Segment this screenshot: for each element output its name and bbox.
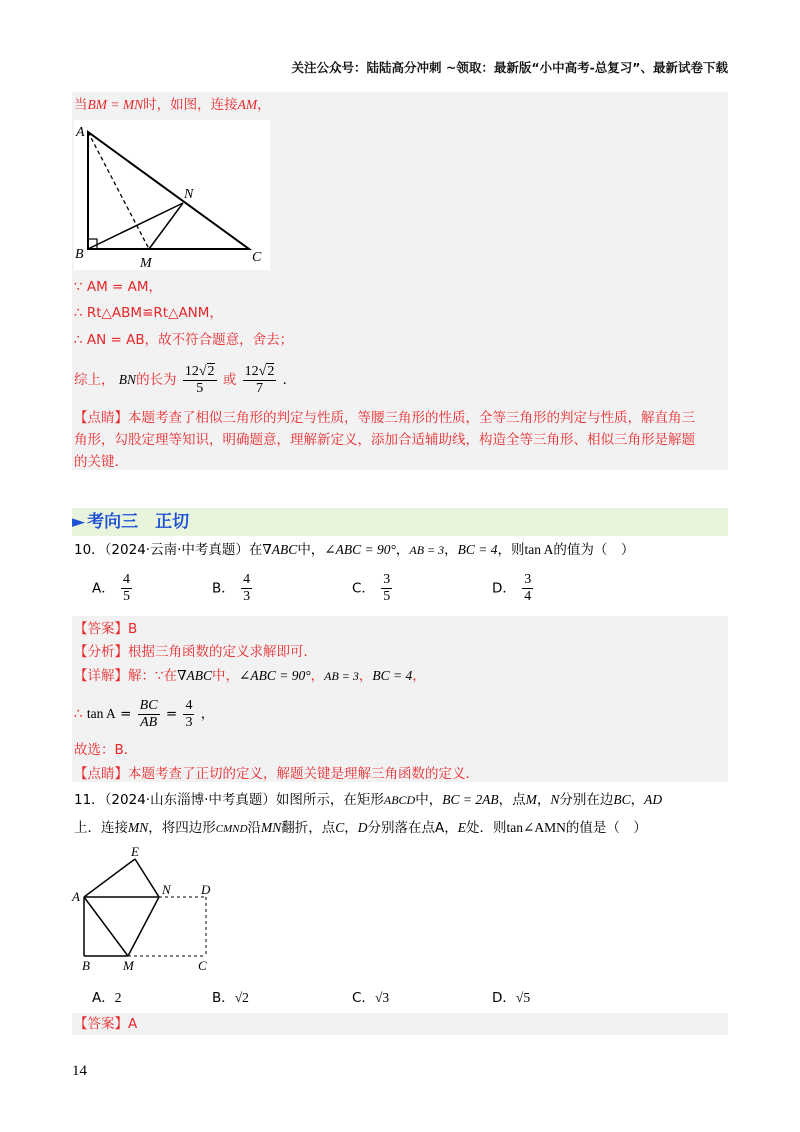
q11-option-c[interactable]	[352, 986, 389, 1006]
q10-detail-tri: ∇ABC	[177, 668, 213, 683]
label-a: A	[72, 889, 80, 904]
option-value: √3	[374, 990, 390, 1005]
option-letter: B．	[212, 580, 235, 597]
option-fraction	[121, 572, 132, 605]
summary-text-b: 的长为	[136, 372, 177, 388]
intro-text-b: 时，如图，连接	[143, 97, 238, 113]
q10-answer: 【答案】B	[74, 621, 138, 637]
summary-or: 或	[222, 372, 237, 388]
figure-triangle-abc	[74, 120, 270, 270]
q10-angle: ∠ABC = 90°	[324, 542, 396, 557]
q11-text: 处．则	[466, 820, 507, 836]
label-n: N	[162, 882, 171, 897]
q11-option-b[interactable]	[212, 986, 249, 1006]
q10-tan: tan A	[524, 542, 554, 557]
q10-detail-b: 中，	[212, 668, 240, 684]
segment-ae	[84, 859, 135, 897]
page-number: 14	[72, 1063, 87, 1079]
option-den: 5	[383, 589, 391, 604]
label-n: N	[184, 187, 194, 202]
option-letter: A．	[92, 580, 115, 597]
q11-option-a[interactable]	[92, 986, 122, 1006]
label-c: C	[252, 250, 262, 265]
q10-stem-b: 中，	[297, 542, 325, 558]
option-num: 3	[524, 572, 532, 587]
option-letter: C．	[352, 990, 375, 1006]
figure-rectangle-fold	[70, 842, 230, 974]
q11-e: E	[457, 820, 467, 835]
label-b: B	[75, 247, 84, 262]
triangle-outline	[88, 132, 249, 249]
q11-text: 沿	[247, 820, 262, 836]
option-den: 5	[123, 589, 131, 604]
option-fraction	[381, 572, 392, 605]
q11-answer	[74, 1014, 137, 1034]
q10-tan-lhs: tan A	[86, 706, 116, 721]
option-num: 3	[383, 572, 391, 587]
q10-detail-angle: ∠ABC = 90°	[239, 668, 311, 683]
q11-answer-label: 【答案】	[74, 1016, 128, 1032]
page-header: 关注公众号：陆陆高分冲刺 ~领取：最新版“小中高考-总复习”、最新试卷下载	[291, 60, 728, 75]
label-m: M	[123, 958, 134, 973]
summary-text-a: 综上，	[74, 372, 115, 388]
q11-text: ，将四边形	[148, 820, 216, 836]
option-letter: C．	[352, 580, 375, 597]
label-b: B	[82, 958, 90, 973]
segment-mn	[128, 897, 159, 956]
option-value: √2	[234, 990, 249, 1005]
q10-detail-ab: AB = 3	[324, 669, 359, 683]
q11-mn: MN	[128, 820, 149, 835]
q11-text: 分别落在点	[367, 820, 436, 836]
frac2-rad: 2	[267, 363, 275, 379]
q10-tan-line	[74, 697, 214, 731]
q10-val-num: 4	[185, 697, 193, 713]
q11-answer-value: A	[128, 1016, 138, 1032]
q11-ad: AD	[644, 792, 663, 807]
option-letter: B．	[212, 990, 235, 1006]
proof-line-2: ∴ Rt△ABM≌Rt△ANM，	[74, 305, 223, 321]
q10-dianjing: 【点睛】本题考查了正切的定义，解题关键是理解三角函数的定义．	[74, 766, 479, 782]
q11-m: M	[525, 792, 537, 807]
q11-text: 中，	[415, 792, 443, 808]
proof-line-3	[74, 330, 293, 350]
q11-d: D	[357, 820, 368, 835]
q10-ab: AB = 3	[409, 543, 445, 557]
q10-eq2: =	[165, 706, 178, 722]
fraction-12root2-over-7: $\frac{12√2}{7}$	[244, 363, 275, 396]
label-c: C	[198, 958, 207, 973]
segment-mn	[149, 203, 183, 249]
segment-am-dashed	[88, 132, 149, 249]
option-num: 4	[123, 572, 131, 587]
proof-line-3-text: ，故不符合题意，舍去；	[144, 332, 294, 348]
option-letter: D．	[492, 990, 516, 1006]
q11-text: 分别在边	[559, 792, 614, 808]
q11-line-2	[74, 818, 647, 839]
q10-detail: 【详解】解：∵在∇ABC中，∠ABC = 90°，AB = 3，BC = 4，	[74, 668, 426, 684]
q11-line-1	[74, 790, 662, 810]
q10-stem-d: 的值为（ ）	[553, 542, 635, 558]
option-value: √5	[515, 990, 531, 1005]
q10-therefore: ∴	[74, 706, 83, 722]
option-num: 4	[243, 572, 251, 587]
q10-stem-c: ，则	[497, 542, 525, 558]
label-e: E	[131, 844, 139, 859]
q10-tail: ，	[200, 706, 215, 722]
q10-frac-num: BC	[139, 697, 158, 713]
q10-val-den: 3	[185, 714, 193, 730]
q11-text: ，	[344, 820, 358, 836]
dianjing-line-1: 【点睛】本题考查了相似三角形的判定与性质，等腰三角形的性质，全等三角形的判定与性质，解直角三	[74, 410, 695, 426]
segment-bn	[88, 203, 183, 249]
q10-choose: 故选：B．	[74, 742, 138, 758]
q10-option-a[interactable]	[92, 572, 134, 605]
frac1-rad: 2	[207, 363, 215, 379]
q10-frac-bc-ab	[138, 698, 160, 731]
dianjing-line-2: 角形，勾股定理等知识，明确题意，理解新定义，添加合适辅助线，构造全等三角形、相似三角形是解题	[74, 432, 695, 448]
option-den: 4	[524, 589, 532, 604]
dianjing-line-3: 的关键．	[74, 454, 128, 470]
intro-eq: BM = MN	[87, 97, 144, 112]
q10-option-b[interactable]	[212, 572, 254, 605]
label-m: M	[140, 256, 152, 270]
summary-bn: BN	[118, 372, 137, 387]
segment-en	[135, 859, 159, 897]
fraction-12root2-over-5: $\frac{12√2}{5}$	[184, 363, 215, 396]
q10-detail-a: 【详解】解：∵在	[74, 668, 178, 684]
q11-text: ，	[444, 820, 458, 836]
summary-end: ．	[282, 372, 297, 388]
frac2-coef: 12	[244, 363, 259, 379]
q11-text: 翻折，点	[281, 820, 336, 836]
option-den: 3	[243, 589, 251, 604]
q11-n: N	[550, 792, 560, 807]
q11-bc: BC	[613, 792, 631, 807]
q10-analysis: 【分析】根据三角函数的定义求解即可．	[74, 644, 317, 660]
q10-tri: ∇ABC	[262, 542, 298, 557]
q11-cmnd: CMND	[215, 823, 248, 835]
q11-tan-amn: tan∠AMN	[506, 820, 566, 835]
section-title: 考向三 正切	[87, 512, 190, 532]
q11-a: A	[435, 820, 445, 836]
q10-option-d[interactable]	[492, 572, 535, 605]
q11-text: ，	[630, 792, 645, 808]
section-arrow-icon: ►	[72, 512, 86, 532]
frac1-den: 5	[196, 380, 204, 396]
q10-frac-den: AB	[140, 714, 158, 730]
q10-detail-end: ，	[412, 668, 426, 684]
solution-shade-q11	[72, 1013, 728, 1035]
q10-bc: BC = 4	[457, 542, 498, 557]
q11-text: ，点	[498, 792, 526, 808]
frac2-den: 7	[255, 380, 263, 396]
intro-line	[74, 95, 271, 115]
q11-text: ，	[536, 792, 551, 808]
q11-mn2: MN	[261, 820, 282, 835]
q11-option-d[interactable]	[492, 986, 530, 1006]
rectangle-svg	[70, 842, 230, 974]
option-fraction	[241, 572, 252, 605]
q10-frac-4-3	[183, 698, 194, 731]
q11-text: 上．连接	[74, 820, 128, 836]
q11-rect: ABCD	[383, 793, 416, 807]
intro-am: AM	[237, 97, 258, 112]
intro-text-c: ，	[257, 97, 271, 113]
q11-c: C	[335, 820, 345, 835]
q10-eq1: =	[120, 706, 132, 722]
option-letter: D．	[492, 580, 516, 597]
intro-text-a: 当	[74, 97, 88, 113]
summary-line	[74, 362, 296, 398]
q11-bc2ab: BC = 2AB	[442, 792, 499, 807]
proof-line-3-eq: ∴ AN = AB	[74, 332, 145, 348]
label-d: D	[201, 882, 211, 897]
option-fraction	[522, 572, 533, 605]
frac1-coef: 12	[184, 363, 199, 379]
q10-detail-bc: BC = 4	[372, 668, 413, 683]
label-a: A	[76, 125, 85, 140]
q10-stem: 10．（2024·云南·中考真题）在∇ABC中，∠ABC = 90°，AB = 3，BC = 4，则tan A的值为（ ）	[74, 542, 635, 558]
proof-line-1: ∵ AM = AM，	[74, 279, 163, 295]
section-heading	[72, 508, 728, 536]
q11-text: 的值是（ ）	[565, 820, 647, 836]
option-value: 2	[114, 990, 122, 1005]
triangle-svg	[74, 120, 270, 270]
q11-text: 11．（2024·山东淄博·中考真题）如图所示，在矩形	[74, 792, 384, 808]
q10-stem-a: 10．（2024·云南·中考真题）在	[74, 542, 263, 558]
option-letter: A．	[92, 990, 115, 1006]
segment-am	[84, 897, 128, 956]
q10-option-c[interactable]	[352, 572, 394, 605]
